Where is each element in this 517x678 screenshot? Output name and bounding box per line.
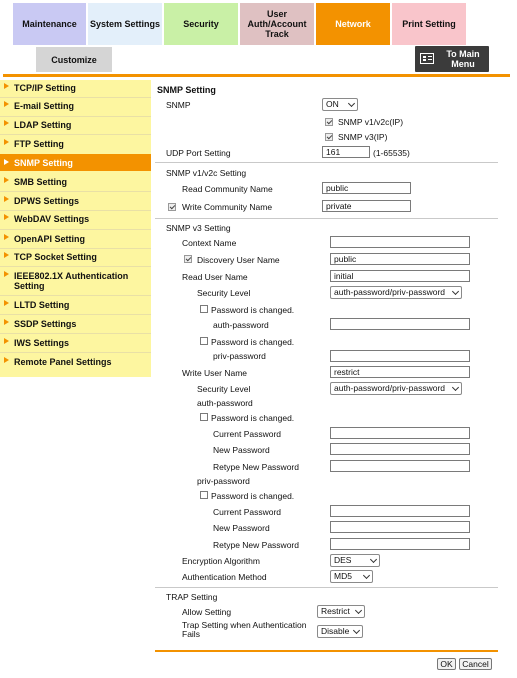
sidebar-item-ldap[interactable]: LDAP Setting — [0, 120, 151, 130]
udp-port-range: (1-65535) — [373, 148, 410, 158]
read-auth-password-changed-checkbox[interactable] — [200, 305, 208, 313]
read-community-input[interactable]: public — [322, 182, 411, 194]
sidebar-item-remote-panel[interactable]: Remote Panel Settings — [0, 357, 151, 367]
chevron-down-icon — [348, 100, 355, 107]
arrow-right-icon — [4, 83, 9, 89]
sidebar-item-lltd[interactable]: LLTD Setting — [0, 300, 151, 310]
write-priv-current-password-input[interactable] — [330, 505, 470, 517]
context-name-label: Context Name — [182, 238, 237, 248]
authentication-method-select[interactable]: MD5 — [330, 570, 373, 583]
write-auth-password-heading: auth-password — [197, 398, 253, 408]
write-security-level-select[interactable]: auth-password/priv-password — [330, 382, 462, 395]
arrow-right-icon — [4, 177, 9, 183]
v1v2c-heading: SNMP v1/v2c Setting — [166, 168, 247, 178]
tab-system-settings[interactable]: System Settings — [88, 3, 162, 45]
arrow-right-icon — [4, 300, 9, 306]
read-auth-password-changed-label: Password is changed. — [211, 305, 295, 315]
read-priv-password-changed-label: Password is changed. — [211, 337, 295, 347]
sidebar-item-email[interactable]: E-mail Setting — [0, 101, 151, 111]
v3-heading: SNMP v3 Setting — [166, 223, 231, 233]
discovery-user-checkbox[interactable] — [184, 255, 192, 263]
tab-security[interactable]: Security — [164, 3, 238, 45]
snmp-v1v2c-label: SNMP v1/v2c(IP) — [338, 117, 404, 127]
discovery-user-input[interactable]: public — [330, 253, 470, 265]
arrow-right-icon — [4, 214, 9, 220]
chevron-down-icon — [452, 384, 459, 391]
discovery-user-label: Discovery User Name — [197, 255, 280, 265]
sidebar-item-ssdp[interactable]: SSDP Settings — [0, 319, 151, 329]
write-security-level-label: Security Level — [197, 384, 251, 394]
sidebar-item-tcp-socket[interactable]: TCP Socket Setting — [0, 252, 151, 262]
write-priv-retype-password-label: Retype New Password — [213, 540, 299, 550]
write-user-input[interactable]: restrict — [330, 366, 470, 378]
write-auth-retype-password-label: Retype New Password — [213, 462, 299, 472]
read-priv-password-input[interactable] — [330, 350, 470, 362]
snmp-v1v2c-checkbox[interactable] — [325, 118, 333, 126]
cancel-button[interactable]: Cancel — [459, 658, 492, 670]
to-main-menu-button[interactable]: To Main Menu — [415, 46, 489, 72]
chevron-down-icon — [355, 607, 362, 614]
read-priv-password-label: priv-password — [213, 351, 266, 361]
arrow-right-icon — [4, 357, 9, 363]
sidebar-item-snmp[interactable]: SNMP Setting — [0, 154, 151, 171]
header-divider — [3, 74, 510, 77]
authentication-method-label: Authentication Method — [182, 572, 267, 582]
allow-setting-label: Allow Setting — [182, 607, 232, 617]
read-user-input[interactable]: initial — [330, 270, 470, 282]
snmp-v3-checkbox[interactable] — [325, 133, 333, 141]
write-community-checkbox[interactable] — [168, 203, 176, 211]
write-auth-new-password-label: New Password — [213, 445, 270, 455]
write-priv-current-password-label: Current Password — [213, 507, 282, 517]
write-auth-current-password-label: Current Password — [213, 429, 282, 439]
sidebar-item-openapi[interactable]: OpenAPI Setting — [0, 234, 151, 244]
sidebar-item-smb[interactable]: SMB Setting — [0, 177, 151, 187]
arrow-right-icon — [4, 271, 9, 277]
write-auth-password-changed-checkbox[interactable] — [200, 413, 208, 421]
arrow-right-icon — [4, 338, 9, 344]
chevron-down-icon — [353, 627, 360, 634]
arrow-right-icon — [4, 196, 9, 202]
trap-heading: TRAP Setting — [166, 592, 218, 602]
write-auth-current-password-input[interactable] — [330, 427, 470, 439]
trap-auth-fail-select[interactable]: Disable — [317, 625, 363, 638]
write-priv-password-changed-label: Password is changed. — [211, 491, 295, 501]
read-user-label: Read User Name — [182, 272, 248, 282]
arrow-right-icon — [4, 319, 9, 325]
encryption-algorithm-label: Encryption Algorithm — [182, 556, 260, 566]
tab-customize[interactable]: Customize — [36, 47, 112, 72]
chevron-down-icon — [452, 288, 459, 295]
tab-print-setting[interactable]: Print Setting — [392, 3, 466, 45]
sidebar-item-dpws[interactable]: DPWS Settings — [0, 196, 151, 206]
chevron-down-icon — [370, 556, 377, 563]
udp-port-label: UDP Port Setting — [166, 148, 231, 158]
sidebar-item-ieee8021x[interactable]: IEEE802.1X Authentication Setting — [0, 271, 140, 291]
write-priv-password-heading: priv-password — [197, 476, 250, 486]
sidebar-item-webdav[interactable]: WebDAV Settings — [0, 214, 151, 224]
write-auth-retype-password-input[interactable] — [330, 460, 470, 472]
sidebar-item-iws[interactable]: IWS Settings — [0, 338, 151, 348]
snmp-select[interactable]: ON — [322, 98, 358, 111]
tab-user-auth[interactable]: User Auth/Account Track — [240, 3, 314, 45]
read-auth-password-label: auth-password — [213, 320, 269, 330]
snmp-label: SNMP — [166, 100, 191, 110]
encryption-algorithm-select[interactable]: DES — [330, 554, 380, 567]
write-community-input[interactable]: private — [322, 200, 411, 212]
snmp-v3-label: SNMP v3(IP) — [338, 132, 388, 142]
chevron-down-icon — [363, 572, 370, 579]
write-priv-password-changed-checkbox[interactable] — [200, 491, 208, 499]
trap-auth-fail-label: Trap Setting when Authentication Fails — [182, 620, 307, 639]
write-user-label: Write User Name — [182, 368, 248, 378]
sidebar-item-tcpip[interactable]: TCP/IP Setting — [0, 83, 151, 93]
arrow-right-icon — [4, 234, 9, 240]
write-priv-retype-password-input[interactable] — [330, 538, 470, 550]
write-priv-new-password-input[interactable] — [330, 521, 470, 533]
tab-network[interactable]: Network — [316, 3, 390, 45]
read-security-level-label: Security Level — [197, 288, 251, 298]
tab-maintenance[interactable]: Maintenance — [13, 3, 86, 45]
arrow-right-icon — [4, 252, 9, 258]
write-priv-new-password-label: New Password — [213, 523, 270, 533]
read-priv-password-changed-checkbox[interactable] — [200, 337, 208, 345]
write-community-label: Write Community Name — [182, 202, 273, 212]
write-auth-password-changed-label: Password is changed. — [211, 413, 295, 423]
context-name-input[interactable] — [330, 236, 470, 248]
main-menu-icon — [420, 53, 434, 64]
write-auth-new-password-input[interactable] — [330, 443, 470, 455]
ok-button[interactable]: OK — [437, 658, 456, 670]
arrow-right-icon — [4, 139, 9, 145]
arrow-right-icon — [4, 101, 9, 107]
page-title: SNMP Setting — [157, 85, 216, 95]
udp-port-input[interactable]: 161 — [322, 146, 370, 158]
read-auth-password-input[interactable] — [330, 318, 470, 330]
read-security-level-select[interactable]: auth-password/priv-password — [330, 286, 462, 299]
read-community-label: Read Community Name — [182, 184, 273, 194]
allow-setting-select[interactable]: Restrict — [317, 605, 365, 618]
arrow-right-icon — [4, 159, 9, 165]
footer-divider — [155, 650, 498, 652]
arrow-right-icon — [4, 120, 9, 126]
sidebar-item-ftp[interactable]: FTP Setting — [0, 139, 151, 149]
